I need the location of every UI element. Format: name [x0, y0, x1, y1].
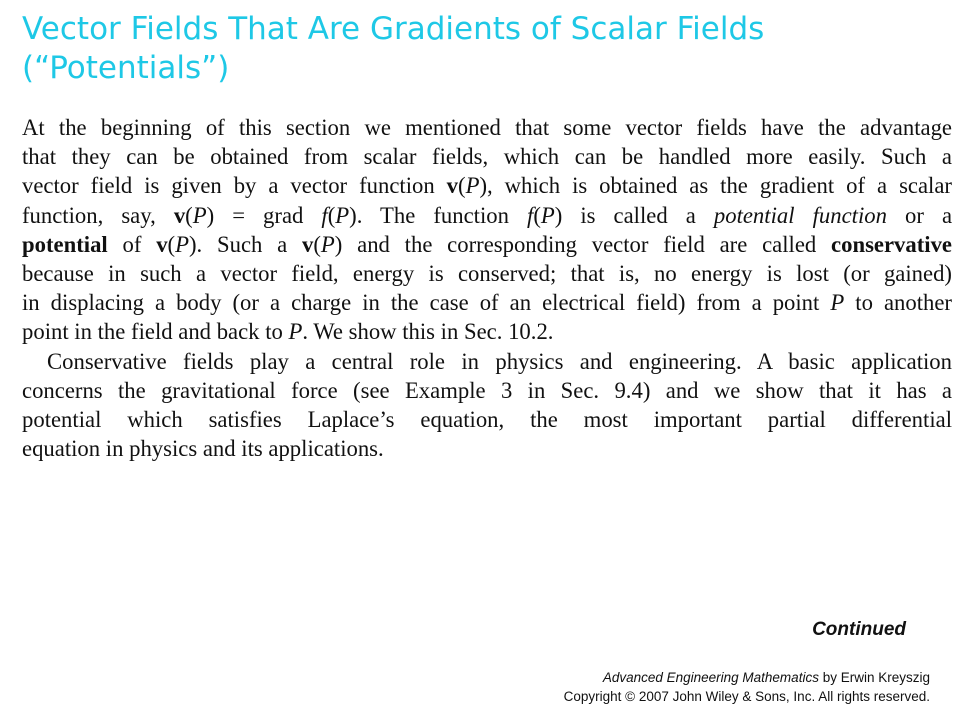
paragraph-2-line-3: potential which satisfies Laplace’s equation, the most important partial differential	[22, 407, 952, 433]
footer-copyright: Copyright © 2007 John Wiley & Sons, Inc. All rights reserved.	[563, 689, 930, 704]
paragraph-1-line-7: in displacing a body (or a charge in the case of an electrical field) from a point P to another	[22, 290, 952, 316]
footer-author: by Erwin Kreyszig	[818, 670, 930, 685]
footer-book-line	[564, 668, 930, 687]
slide-title-line-2: (“Potentials”)	[22, 50, 230, 86]
paragraph-1-line-6: because in such a vector field, energy is conserved; that is, no energy is lost (or gained)	[22, 261, 952, 287]
paragraph-1-line-1: At the beginning of this section we mentioned that some vector fields have the advantage	[22, 115, 952, 140]
paragraph-1-line-8: point in the field and back to P. We show this in Sec. 10.2.	[22, 319, 554, 345]
body-text	[22, 113, 952, 463]
footer-book-title: Advanced Engineering Mathematics	[602, 670, 819, 685]
paragraph-2-line-1: Conservative fields play a central role in physics and engineering. A basic application	[47, 348, 952, 374]
continued-label: Continued	[812, 619, 906, 640]
paragraph-2-line-2: concerns the gravitational force (see Example 3 in Sec. 9.4) and we show that it has a	[22, 377, 952, 403]
paragraph-2-line-4: equation in physics and its applications.	[22, 436, 384, 462]
slide-title	[22, 10, 942, 88]
footer-citation	[564, 668, 930, 706]
paragraph-1-line-2: that they can be obtained from scalar fields, which can be handled more easily. Such a	[22, 144, 952, 170]
paragraph-1-line-3: vector field is given by a vector function v(P), which is obtained as the gradient of a scalar	[22, 173, 952, 199]
paragraph-1-line-4: function, say, v(P) = grad f(P). The function f(P) is called a potential function or a	[22, 202, 953, 228]
paragraph-1-line-5: potential of v(P). Such a v(P) and the corresponding vector field are called conservative	[22, 231, 953, 257]
slide-title-line-1: Vector Fields That Are Gradients of Scalar Fields	[22, 11, 765, 47]
